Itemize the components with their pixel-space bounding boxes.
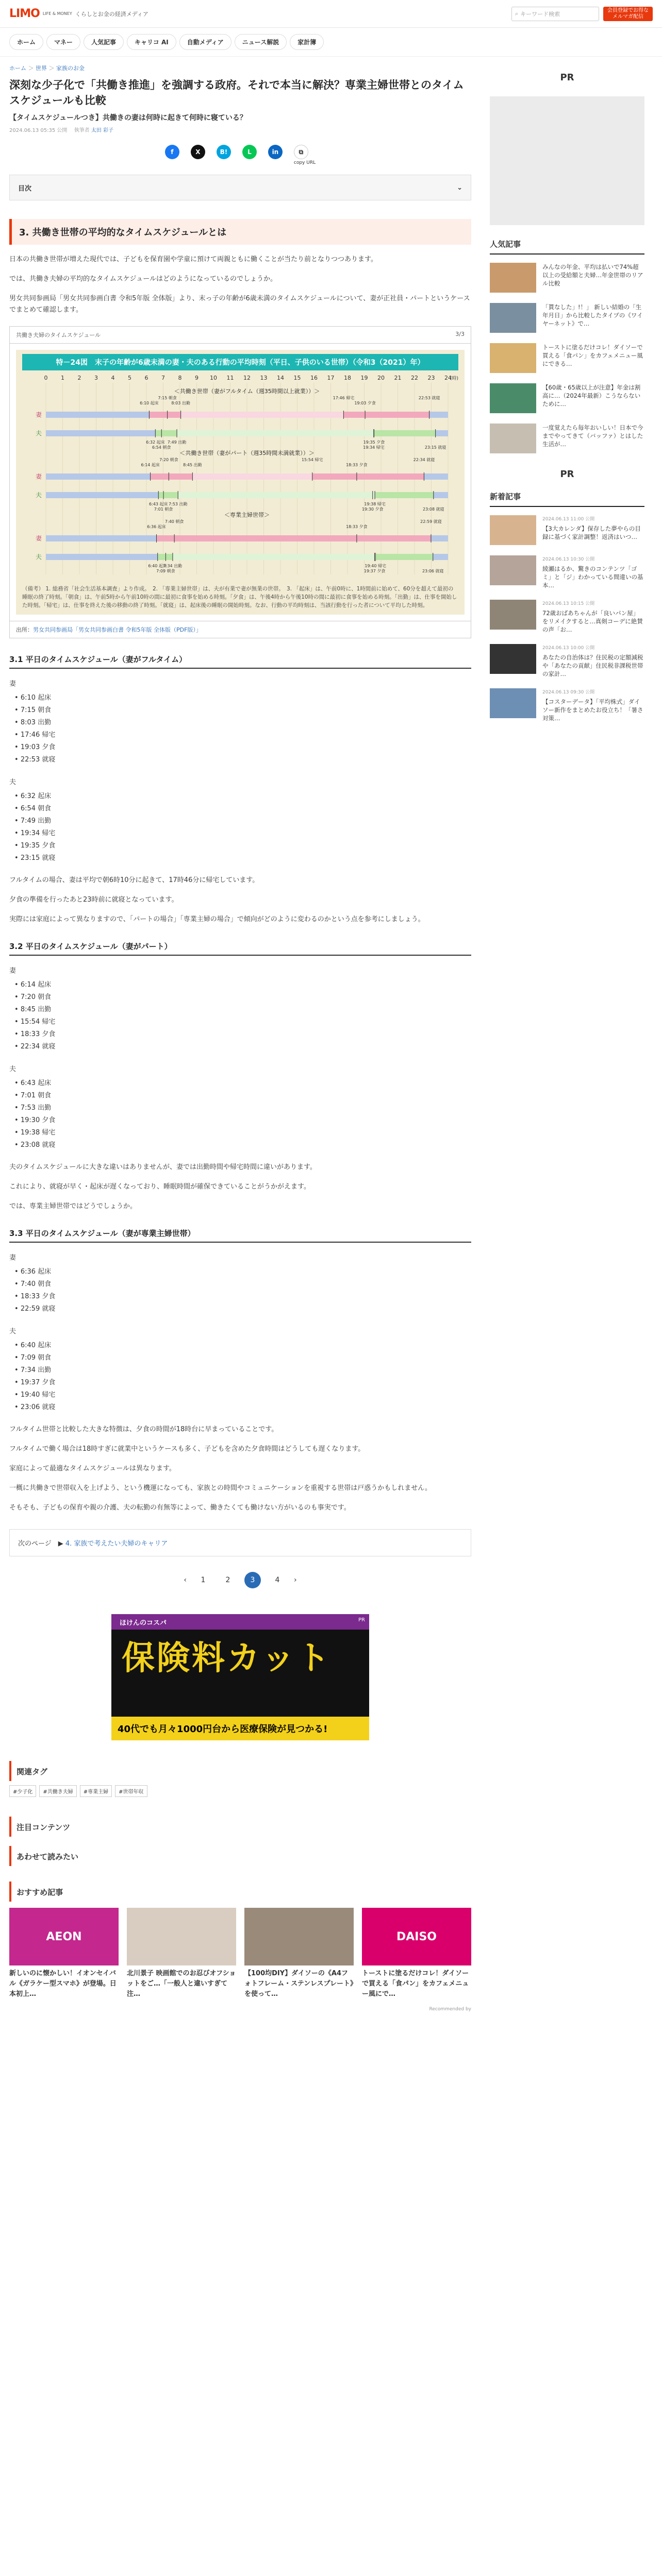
sidebar-article-text: [542, 555, 644, 589]
event-time-label: 18:33 夕食: [346, 463, 368, 467]
byline: [9, 126, 471, 133]
event-time-label: 19:37 夕食: [363, 569, 386, 573]
group-title: ＜専業主婦世帯＞: [224, 512, 270, 518]
event-time-label: 19:35 夕食: [363, 440, 385, 445]
schedule-item: • 19:38 帰宅: [14, 1127, 471, 1139]
figure-source: [10, 621, 471, 638]
sidebar-article[interactable]: [490, 644, 644, 678]
schedule-item: • 7:20 朝食: [14, 991, 471, 1004]
event-time-label: 19:40 帰宅: [365, 564, 386, 568]
schedule-item: • 7:09 朝食: [14, 1352, 471, 1364]
ad-pr-badge: PR: [358, 1617, 365, 1623]
x-tick-label: 17: [327, 375, 335, 381]
popular-list: [490, 263, 644, 453]
x-tick-label: 11: [226, 375, 234, 381]
article-title: 【3大カレンダ】保存した夢やらの目録に基づく家計調整！返済はいつ…: [542, 525, 641, 540]
thumbnail: [490, 263, 536, 293]
nav-career-ai[interactable]: キャリコ AI: [127, 34, 176, 50]
source-link[interactable]: 男女共同参画局「男女共同参画白書 令和5年版 全体版（PDF版）」: [33, 626, 202, 633]
thumbnail: [490, 423, 536, 453]
page-1[interactable]: 1: [201, 1576, 206, 1584]
sidebar: [490, 57, 644, 2012]
site-header: [0, 0, 662, 28]
article-main: [9, 57, 471, 2012]
x-tick-label: 7: [161, 375, 165, 381]
nav-popular[interactable]: 人気記事: [84, 34, 124, 50]
sidebar-article-text: [542, 423, 644, 453]
schedule-chart: [22, 372, 457, 579]
x-tick-label: 1: [61, 375, 64, 381]
article-title: みんなの年金、平均は払いで74%超以上の受給額と夫婦…年金世帯のリアル比較: [542, 263, 643, 287]
event-time-label: 8:45 出勤: [183, 463, 202, 467]
paragraph: フルタイムで働く場合は18時すぎに就業中というケースも多く、子どもを含めた夕食時間はどうしても遅くなります。: [9, 1445, 365, 1453]
sleep-bar: [431, 535, 448, 541]
x-tick-label: 6: [144, 375, 148, 381]
ad-tagline: 40代でも月々1000円台から医療保険が見つかる!: [111, 1717, 369, 1740]
author-link[interactable]: 太田 彩子: [91, 128, 113, 133]
sidebar-article-text: [542, 600, 644, 634]
schedule-item: • 23:15 就寝: [14, 852, 471, 865]
thumbnail: [490, 303, 536, 333]
article-title: 【コスターデータ】「平均株式」ダイソー新作をまとめたお役立ち！「暑さ対策…: [542, 698, 643, 722]
sleep-bar: [429, 412, 448, 418]
paragraph: 家庭によって最適なタイムスケジュールは異なります。: [9, 1465, 176, 1472]
x-tick-label: 23: [427, 375, 435, 381]
hatena-icon[interactable]: B!: [217, 145, 231, 159]
schedule-list-wife: [9, 1266, 471, 1315]
event-time-label: 7:40 朝食: [164, 519, 184, 524]
schedule-item: • 7:34 出勤: [14, 1364, 471, 1377]
event-time-label: 18:33 夕食: [346, 524, 368, 529]
event-time-label: 7:53 出勤: [168, 502, 188, 506]
subsection-heading: 3.3 平日のタイムスケジュール（妻が専業主婦世帯）: [9, 1228, 471, 1243]
nav-home[interactable]: ホーム: [9, 34, 43, 50]
sidebar-pr-label: PR: [560, 469, 574, 480]
article-title: 一度覚えたら毎年おいしい！日本で今までやってきて（バッファ）とはした生活が…: [542, 424, 643, 448]
share-bar: [9, 145, 471, 165]
schedule-item: • 22:53 就寝: [14, 754, 471, 766]
section-heading: 3. 共働き世帯の平均的なタイムスケジュールとは: [9, 219, 471, 245]
x-tick-label: 3: [94, 375, 98, 381]
nav-news[interactable]: ニュース解説: [235, 34, 287, 50]
paragraph: フルタイム世帯と比較した大きな特徴は、夕食の時間が18時台に早まっていることです。: [9, 1426, 278, 1433]
schedule-item: • 6:40 起床: [14, 1340, 471, 1352]
sidebar-article[interactable]: [490, 515, 644, 545]
paragraph: そもそも、子どもの保育や親の介護、夫の転勤の有無等によって、働きたくても働けない方がいるのも事実です。: [9, 1504, 351, 1512]
recommended-by: Recommended by: [429, 2007, 471, 2012]
x-tick-label: 20: [377, 375, 385, 381]
article-date: 2024.06.13 09:30 公開: [542, 690, 595, 695]
event-time-label: 19:34 帰宅: [363, 445, 385, 450]
tags-heading: 関連タグ: [9, 1761, 471, 1781]
schedule-item: • 19:35 夕食: [14, 840, 471, 852]
schedule-item: • 6:10 起床: [14, 692, 471, 704]
notes-label: （備考）: [22, 586, 44, 592]
new-articles-list: [490, 515, 644, 722]
prev-page-icon[interactable]: ‹: [184, 1576, 187, 1584]
publish-date: 2024.06.13 05:35 公開: [9, 128, 68, 133]
article-subtitle: 【タイムスケジュールつき】共働きの妻は何時に起きて何時に寝ている？: [9, 114, 247, 122]
sleep-bar: [434, 492, 448, 498]
logo[interactable]: [9, 7, 148, 20]
sidebar-pr-label: PR: [560, 72, 574, 83]
article-title: あなたの自治体は？住民税の定額減税や「あなたの貢献」住民税非課税世帯の家計…: [542, 654, 643, 677]
event-time-label: 23:06 就寝: [422, 569, 444, 573]
schedule-item: • 7:15 朝食: [14, 704, 471, 717]
author-prefix: 執筆者: [74, 128, 90, 133]
x-tick-label: 21: [394, 375, 402, 381]
sleep-bar: [433, 554, 448, 560]
nav-kakeibo[interactable]: 家計簿: [290, 34, 324, 50]
event-time-label: 17:46 帰宅: [333, 396, 355, 400]
work-bar: [177, 430, 374, 436]
x-tick-label: 14: [277, 375, 284, 381]
x-tick-label: 19: [360, 375, 368, 381]
x-tick-label: 16: [310, 375, 318, 381]
schedule-item: • 18:33 夕食: [14, 1291, 471, 1303]
sleep-bar: [46, 430, 155, 436]
x-tick-label: 8: [178, 375, 182, 381]
event-time-label: 8:03 出勤: [171, 401, 190, 405]
row-label: 夫: [35, 492, 42, 499]
article-title: 72歳おばあちゃんが「良いパン屋」をリメイクすると…真剣コーデに絶賛の声「お…: [542, 609, 643, 633]
event-time-label: 6:32 起床: [146, 440, 165, 445]
event-time-label: 19:03 夕食: [354, 401, 376, 405]
schedule-item: • 19:30 夕食: [14, 1114, 471, 1127]
x-icon[interactable]: X: [191, 145, 205, 159]
schedule-item: • 7:40 朝食: [14, 1278, 471, 1291]
nav-money[interactable]: マネー: [46, 34, 80, 50]
article-title: 深刻な少子化で「共働き推進」を強調する政府。それで本当に解決？専業主婦世帯とのタイムスケジュールも比較: [9, 79, 464, 107]
event-time-label: 15:54 帰宅: [301, 457, 323, 462]
paragraph: フルタイムの場合、妻は平均で朝6時10分に起きて、17時46分に帰宅しています。: [9, 876, 259, 884]
row-label: 夫: [35, 430, 42, 437]
event-time-label: 6:40 起床: [148, 564, 167, 568]
chart-title: 特－24図 末子の年齢が6歳未満の妻・夫のある行動の平均時刻（平日、子供のいる世帯）（令和3（2021）年）: [22, 354, 458, 370]
tag[interactable]: #共働き夫婦: [39, 1785, 76, 1797]
sleep-bar: [46, 535, 157, 541]
article-date: 2024.06.13 10:15 公開: [542, 601, 595, 606]
x-tick-label: 5: [128, 375, 131, 381]
article-date: 2024.06.13 10:30 公開: [542, 557, 595, 562]
paragraph: では、専業主婦世帯ではどうでしょうか。: [9, 1202, 137, 1210]
sidebar-article[interactable]: [490, 600, 644, 634]
recommended-list: [9, 1908, 471, 1999]
source-prefix: 出所：: [16, 626, 33, 633]
x-tick-label: 13: [260, 375, 268, 381]
schedule-item: • 6:32 起床: [14, 790, 471, 803]
sleep-bar: [436, 430, 448, 436]
event-time-label: 6:10 起床: [140, 401, 159, 405]
next-prefix: 次のページ: [18, 1540, 52, 1548]
thumbnail: [490, 555, 536, 585]
recommended-card[interactable]: [127, 1908, 236, 1999]
event-time-label: 23:15 就寝: [424, 445, 446, 450]
tag[interactable]: #少子化: [9, 1785, 36, 1797]
row-label: 夫: [35, 553, 42, 561]
chevron-down-icon: ⌄: [457, 183, 462, 192]
subsection-heading: 3.2 平日のタイムスケジュール（妻がパート）: [9, 941, 471, 956]
schedule-list-wife: [9, 979, 471, 1053]
figure-caption: 共働き夫婦のタイムスケジュール: [16, 332, 101, 338]
event-time-label: 22:34 就寝: [413, 457, 435, 462]
crumb-home[interactable]: ホーム: [9, 65, 26, 72]
paragraph: これにより、就寝が早く・起床が遅くなっており、睡眠時間が確保できていることがうかがえます。: [9, 1183, 310, 1191]
event-time-label: 7:15 朝食: [158, 396, 177, 400]
thumbnail: [490, 343, 536, 373]
schedule-list-husband: [9, 790, 471, 865]
chart-notes: [22, 585, 458, 609]
sidebar-ad-slot[interactable]: [490, 96, 644, 225]
work-bar: [173, 554, 375, 560]
sidebar-article[interactable]: [490, 688, 644, 722]
schedule-item: • 23:06 就寝: [14, 1401, 471, 1414]
paragraph: では、共働き夫婦の平均的なタイムスケジュールはどのようになっているのでしょうか。: [9, 275, 277, 283]
sleep-bar: [46, 492, 158, 498]
thumbnail: DAISO: [362, 1908, 471, 1965]
event-time-label: 19:38 帰宅: [364, 502, 386, 506]
recommended-card[interactable]: [9, 1908, 119, 1999]
popular-heading: 人気記事: [490, 239, 644, 255]
article-title: トーストに塗るだけコレ！ダイソーで買える「食パン」をカフェメニュー風にできる…: [542, 344, 643, 367]
next-page-link[interactable]: 次のページ ▶ 4. 家族で考えたい夫婦のキャリア: [9, 1529, 471, 1556]
search-icon: ⌕: [515, 10, 519, 17]
recommended-heading: おすすめ記事: [9, 1882, 471, 1902]
event-time-label: 22:59 就寝: [420, 519, 442, 524]
schedule-item: • 19:03 夕食: [14, 741, 471, 754]
newsletter-button[interactable]: 会員登録でお得な メルマガ配信: [603, 7, 653, 21]
tag-list: [9, 1781, 471, 1807]
ad-brand: ほけんのコスパ: [111, 1614, 369, 1630]
schedule-list-husband: [9, 1077, 471, 1151]
schedule-item: • 22:59 就寝: [14, 1303, 471, 1315]
schedule-item: • 19:34 帰宅: [14, 827, 471, 840]
ad-headline: 保険料カット: [122, 1639, 332, 1677]
page-4[interactable]: 4: [275, 1576, 280, 1584]
schedule-item: • 19:37 夕食: [14, 1377, 471, 1389]
article-title: 「貰なした」!！」 新しい結婚の「生年月日」から比較したタイプの《ワイヤーネット》で…: [542, 303, 643, 327]
sidebar-article[interactable]: [490, 423, 644, 453]
event-time-label: 7:20 朝食: [159, 457, 178, 462]
schedule-figure: [9, 326, 471, 638]
facebook-icon[interactable]: f: [165, 145, 179, 159]
group-title: ＜共働き世帯（妻がフルタイム（週35時間以上就業））＞: [174, 388, 320, 395]
thumbnail: [127, 1908, 236, 1965]
search-input[interactable]: ⌕ キーワード検索: [511, 7, 599, 21]
tag[interactable]: #世帯年収: [115, 1785, 147, 1797]
chart-area: [16, 350, 465, 615]
event-time-label: 6:14 起床: [141, 463, 160, 467]
schedule-item: • 6:36 起床: [14, 1266, 471, 1278]
work-bar: [181, 412, 344, 418]
husband-label: 夫: [9, 778, 16, 786]
sidebar-article-text: [542, 303, 644, 333]
schedule-list-wife: [9, 692, 471, 766]
x-tick-label: 24: [444, 375, 452, 381]
sidebar-article[interactable]: [490, 383, 644, 413]
row-label: 妻: [35, 473, 42, 480]
x-tick-label: 0: [44, 375, 48, 381]
page-2[interactable]: 2: [225, 1576, 230, 1584]
schedule-item: • 6:43 起床: [14, 1077, 471, 1090]
x-tick-label: 12: [243, 375, 251, 381]
paragraph: 日本の共働き世帯が増えた現代では、子どもを保育園や学童に預けて両親ともに働くことが当たり前となりつつあります。: [9, 256, 377, 263]
sidebar-article-text: [542, 263, 644, 293]
schedule-item: • 15:54 帰宅: [14, 1016, 471, 1028]
event-time-label: 6:36 起床: [147, 524, 166, 529]
x-tick-label: 9: [195, 375, 198, 381]
work-bar: [192, 473, 312, 480]
schedule-item: • 6:54 朝食: [14, 803, 471, 815]
article-title: 【60歳・65歳以上が注意】年金は割高に…（2024年最新）こうならないために…: [542, 384, 641, 408]
schedule-item: • 8:45 出勤: [14, 1004, 471, 1016]
thumbnail: [490, 644, 536, 674]
schedule-item: • 7:53 出勤: [14, 1102, 471, 1114]
sleep-bar: [424, 473, 448, 480]
toc-toggle[interactable]: [9, 175, 471, 200]
recommended-card[interactable]: [244, 1908, 354, 1999]
sleep-bar: [46, 412, 149, 418]
logo-sub: LIFE & MONEY: [42, 11, 72, 16]
husband-label: 夫: [9, 1328, 16, 1335]
page-3-current[interactable]: 3: [244, 1572, 261, 1588]
schedule-item: • 6:14 起床: [14, 979, 471, 991]
wife-label: 妻: [9, 1254, 16, 1262]
x-tick-label: 2: [77, 375, 81, 381]
event-time-label: 7:34 出勤: [163, 564, 183, 568]
nav-auto-media[interactable]: 自動メディア: [179, 34, 231, 50]
wife-label: 妻: [9, 967, 16, 975]
sidebar-article-text: [542, 343, 644, 373]
thumbnail: AEON: [9, 1908, 119, 1965]
linkedin-icon[interactable]: in: [268, 145, 283, 159]
recommended-card[interactable]: [362, 1908, 471, 1999]
thumbnail: [490, 383, 536, 413]
schedule-list-husband: [9, 1340, 471, 1414]
x-unit: (時): [450, 376, 459, 381]
x-tick-label: 18: [344, 375, 351, 381]
logo-mark: LIMO: [9, 7, 40, 20]
schedule-item: • 7:49 出勤: [14, 815, 471, 827]
article-date: 2024.06.13 11:00 公開: [542, 517, 595, 522]
event-time-label: 19:30 夕食: [361, 507, 384, 512]
sidebar-article-text: [542, 383, 644, 413]
new-heading: 新着記事: [490, 491, 644, 507]
event-time-label: 7:01 朝食: [154, 507, 173, 512]
thumbnail: [490, 600, 536, 630]
sidebar-article-text: [542, 644, 644, 678]
paragraph: 夕食の準備を行ったあと23時前に就寝となっています。: [9, 896, 178, 904]
x-tick-label: 15: [293, 375, 301, 381]
sleep-bar: [46, 473, 151, 480]
figure-page-count: 3/3: [455, 331, 465, 337]
schedule-item: • 7:01 朝食: [14, 1090, 471, 1102]
line-icon[interactable]: L: [242, 145, 257, 159]
paragraph: 一概に共働きで世帯収入を上げよう、という機運になっても、家族との時間やコミュニケーションを重視する世帯は戸惑うかもしれません。: [9, 1484, 432, 1492]
event-time-label: 6:54 朝食: [152, 445, 171, 450]
sidebar-article[interactable]: [490, 303, 644, 333]
next-label: 4. 家族で考えたい夫婦のキャリア: [65, 1540, 168, 1548]
x-tick-label: 10: [210, 375, 217, 381]
awake-bar: [157, 535, 431, 541]
card-title: 新しいのに懐かしい！イオンセイバル《ガラケー型スマホ》が登場。日本初上…: [9, 1970, 117, 1998]
thumbnail: [490, 688, 536, 718]
sidebar-article[interactable]: [490, 343, 644, 373]
paragraph: 夫のタイムスケジュールに大きな違いはありませんが、妻では出勤時間や帰宅時間に違いがあります。: [9, 1163, 317, 1171]
card-title: トーストに塗るだけコレ！ダイソーで買える「食パン」をカフェメニュー風にで…: [362, 1970, 469, 1998]
site-tagline: くらしとお金の経済メディア: [75, 10, 148, 18]
breadcrumb: ホーム ＞ 世界 ＞ 家族のお金: [9, 65, 85, 72]
event-time-label: 7:49 出勤: [167, 440, 187, 445]
event-time-label: 23:08 就寝: [423, 507, 444, 512]
toc-label: 目次: [18, 184, 32, 193]
sleep-bar: [46, 554, 158, 560]
copy-url-button[interactable]: [294, 145, 316, 165]
thumbnail: [244, 1908, 354, 1965]
wife-label: 妻: [9, 680, 16, 688]
insurance-ad[interactable]: [111, 1614, 369, 1740]
row-label: 妻: [35, 411, 42, 418]
schedule-item: • 19:40 帰宅: [14, 1389, 471, 1401]
tag[interactable]: #専業主婦: [80, 1785, 112, 1797]
work-bar: [178, 492, 375, 498]
thumbnail: [490, 515, 536, 545]
husband-label: 夫: [9, 1065, 16, 1073]
x-tick-label: 4: [111, 375, 115, 381]
schedule-item: • 17:46 帰宅: [14, 729, 471, 741]
article-title: 綾瀬はるか、驚きのコンテンツ「ゴミ」と「ジ」わかっている間違いの基本…: [542, 565, 643, 589]
notes-text: 1. 総務省「社会生活基本調査」より作成。 2. 「専業主婦世帯」は、夫が有業で妻が無業の世帯。 3. 「起床」は、午前0時に、1時間前に始めて、60分を超えて最初の睡眠の終了時刻。「朝食」は、午前5時から午前10時の間に最初に食事を始める時刻。「夕食」は、午後4時から午後10時の間に最初に食事を始める時刻。「出勤」は、仕事を開始した時刻。「帰宅」は、仕事を終えた後の移動の終了時刻。「就寝」は、起床後の睡眠の開始時刻。なお、行動の平均時刻は、当該行動を行った者について平均した時刻。: [22, 586, 457, 608]
crumb-world[interactable]: 世界: [36, 65, 47, 72]
card-title: 北川景子 映画館でのお忍びオフショットをご…「一般人と違いすぎて注…: [127, 1970, 236, 1998]
subsection-heading: 3.1 平日のタイムスケジュール（妻がフルタイム）: [9, 654, 471, 669]
sidebar-article[interactable]: [490, 555, 644, 589]
read-also-heading: あわせて読みたい: [9, 1846, 471, 1866]
pagination: [9, 1572, 471, 1588]
sidebar-article-text: [542, 515, 644, 545]
schedule-item: • 18:33 夕食: [14, 1028, 471, 1041]
crumb-family-money[interactable]: 家族のお金: [56, 65, 85, 72]
event-time-label: 22:53 就寝: [418, 396, 440, 400]
sidebar-article-text: [542, 688, 644, 722]
group-title: ＜共働き世帯（妻がパート（週35時間未満就業））＞: [179, 450, 315, 456]
row-label: 妻: [35, 535, 42, 542]
event-time-label: 6:43 起床: [149, 502, 168, 506]
sidebar-article[interactable]: [490, 263, 644, 293]
paragraph: 実際には家庭によって異なりますので、「パートの場合」「専業主婦の場合」で傾向がどのように変わるのかという点を参考にしましょう。: [9, 916, 425, 923]
schedule-item: • 23:08 就寝: [14, 1139, 471, 1151]
copy-url-label: copy URL: [293, 160, 316, 165]
link-icon: ⧉: [294, 145, 308, 159]
featured-heading: 注目コンテンツ: [9, 1817, 471, 1837]
paragraph: 男女共同参画局「男女共同参画白書 令和5年版 全体版」より、末っ子の年齢が6歳未満のタイムスケジュールについて、妻が正社員・パートというケースでまとめて確認します。: [9, 295, 470, 314]
next-page-icon[interactable]: ›: [294, 1576, 297, 1584]
schedule-item: • 8:03 出勤: [14, 717, 471, 729]
schedule-item: • 22:34 就寝: [14, 1041, 471, 1053]
main-nav: [0, 28, 662, 57]
article-date: 2024.06.13 10:00 公開: [542, 646, 595, 651]
x-tick-label: 22: [411, 375, 418, 381]
event-time-label: 7:09 朝食: [156, 569, 175, 573]
card-title: 【100均DIY】ダイソーの《A4フォトフレーム・ステンレスプレート》を使って…: [244, 1970, 354, 1998]
